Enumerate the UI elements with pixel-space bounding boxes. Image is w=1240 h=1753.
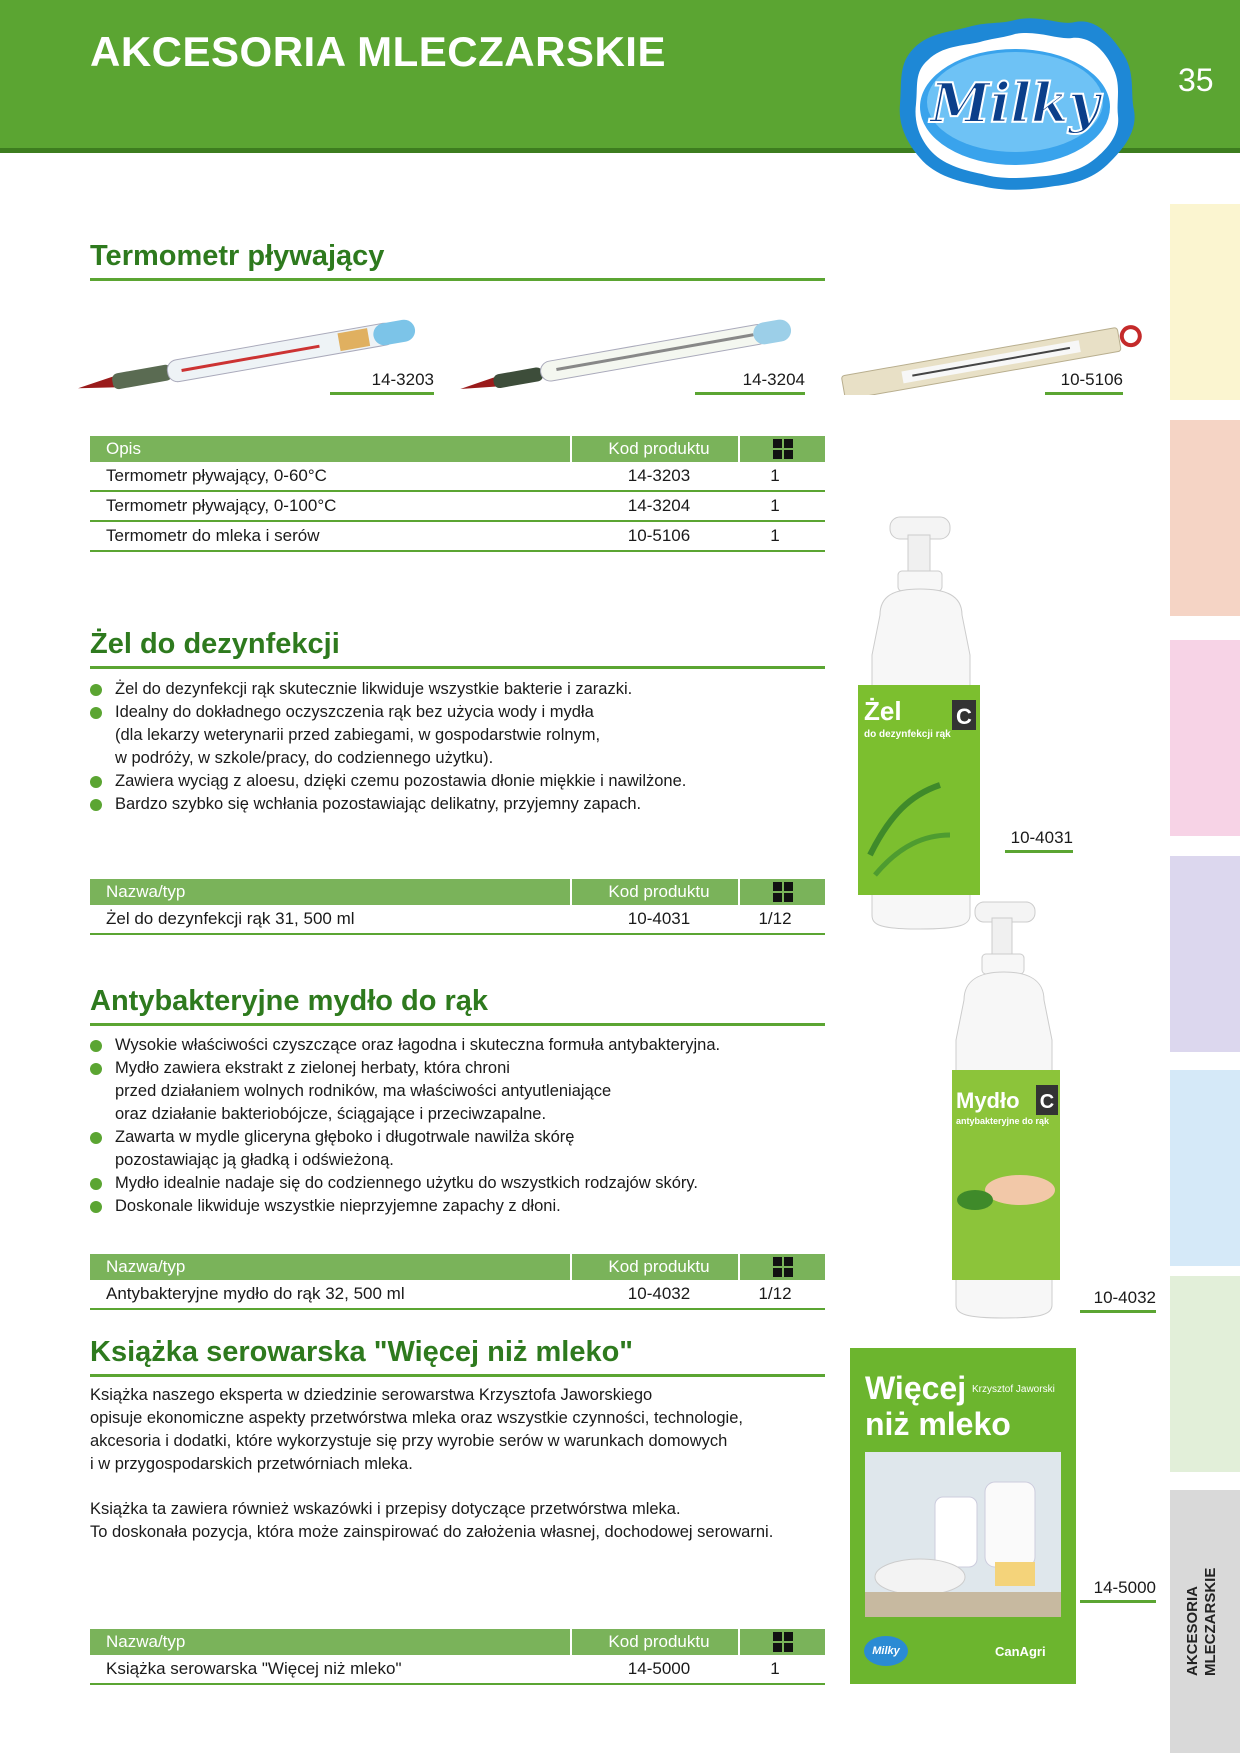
gel-table — [90, 879, 825, 935]
book-description-1: Książka naszego eksperta w dziedzinie serowarstwa Krzysztofa Jaworskiego opisuje ekonomiczne aspekty przetwórstwa mleka oraz wszystkie czynności, technologie, akcesoria i dodatki, które wykorzystuje się przy wyrobie serów w warunkach domowych i w przygospodarskich przetwórniach mleka. — [90, 1386, 743, 1473]
side-tab-yellow — [1170, 204, 1240, 400]
package-quantity-icon — [773, 1257, 793, 1277]
soap-bottle-image — [940, 900, 1075, 1320]
list-item: Idealny do dokładnego oczyszczenia rąk bez użycia wody i mydła (dla lekarzy weterynarii przed zabiegami, w gospodarstwie rolnym, w podróży, w szkole/pracy, do codziennego użytku). — [90, 701, 730, 770]
side-tab-pink — [1170, 640, 1240, 836]
book-table — [90, 1629, 825, 1685]
table-row: Antybakteryjne mydło do rąk 32, 500 ml 10-4032 1/12 — [90, 1280, 825, 1310]
list-item: Zawarta w mydle gliceryna głęboko i długotrwale nawilża skórę pozostawiając ją gładką i odświeżoną. — [90, 1126, 750, 1172]
gel-features-list — [90, 678, 730, 816]
package-quantity-icon — [773, 882, 793, 902]
list-item: Wysokie właściwości czyszczące oraz łagodna i skuteczna formuła antybakteryjna. — [90, 1034, 750, 1057]
svg-text:C: C — [956, 704, 972, 729]
svg-text:antybakteryjne do rąk: antybakteryjne do rąk — [956, 1116, 1050, 1126]
table-row: Żel do dezynfekcji rąk 31, 500 ml 10-4031 1/12 — [90, 905, 825, 935]
section-title-book: Książka serowarska "Więcej niż mleko" — [90, 1336, 634, 1368]
table-row: Książka serowarska "Więcej niż mleko" 14-5000 1 — [90, 1655, 825, 1685]
table-header: Nazwa/typ Kod produktu — [90, 1254, 825, 1280]
section-title-gel: Żel do dezynfekcji — [90, 628, 340, 660]
table-row: Termometr do mleka i serów 10-5106 1 — [90, 522, 825, 552]
svg-text:do dezynfekcji rąk: do dezynfekcji rąk — [864, 729, 951, 740]
table-row: Termometr pływający, 0-60°C 14-3203 1 — [90, 462, 825, 492]
package-quantity-icon — [773, 439, 793, 459]
list-item: Żel do dezynfekcji rąk skutecznie likwiduje wszystkie bakterie i zarazki. — [90, 678, 730, 701]
table-header: Nazwa/typ Kod produktu — [90, 879, 825, 905]
table-header: Nazwa/typ Kod produktu — [90, 1629, 825, 1655]
list-item: Zawiera wyciąg z aloesu, dzięki czemu pozostawia dłonie miękkie i nawilżone. — [90, 770, 730, 793]
code-tag-14-3203: 14-3203 — [330, 370, 434, 390]
section-underline — [90, 1374, 825, 1377]
gel-bottle-image — [850, 515, 995, 930]
book-cover-photo — [865, 1452, 1061, 1617]
thermometer-table — [90, 436, 825, 552]
list-item: Bardzo szybko się wchłania pozostawiając delikatny, przyjemny zapach. — [90, 793, 730, 816]
svg-text:Żel: Żel — [864, 696, 902, 726]
package-quantity-icon — [773, 1632, 793, 1652]
page-number: 35 — [1178, 62, 1214, 98]
soap-table — [90, 1254, 825, 1310]
list-item: Mydło zawiera ekstrakt z zielonej herbaty, która chroni przed działaniem wolnych rodników, ma właściwości antyutleniające oraz działanie bakteriobójcze, ściągające i przeciwzapalne. — [90, 1057, 750, 1126]
side-tab-blue — [1170, 1070, 1240, 1266]
side-tab-green — [1170, 1276, 1240, 1472]
section-underline — [90, 1023, 825, 1026]
book-cover-image: Więcej niż mleko Krzysztof Jaworski Milky CanAgri — [850, 1348, 1076, 1684]
code-tag-14-5000: 14-5000 — [1080, 1578, 1156, 1598]
section-title-thermometers: Termometr pływający — [90, 240, 385, 272]
page-title: AKCESORIA MLECZARSKIE — [90, 28, 666, 75]
section-underline — [90, 666, 825, 669]
svg-text:Mydło: Mydło — [956, 1088, 1020, 1113]
list-item: Doskonale likwiduje wszystkie nieprzyjemne zapachy z dłoni. — [90, 1195, 750, 1218]
book-logo-canagri: CanAgri — [995, 1644, 1046, 1659]
side-tab-peach — [1170, 420, 1240, 616]
section-title-soap: Antybakteryjne mydło do rąk — [90, 985, 489, 1017]
side-tab-lavender — [1170, 856, 1240, 1052]
code-tag-14-3204: 14-3204 — [695, 370, 805, 390]
milky-logo — [890, 12, 1140, 197]
code-tag-10-4032: 10-4032 — [1080, 1288, 1156, 1308]
list-item: Mydło idealnie nadaje się do codziennego użytku do wszystkich rodzajów skóry. — [90, 1172, 750, 1195]
code-tag-10-4031: 10-4031 — [1005, 828, 1073, 848]
soap-features-list — [90, 1034, 750, 1218]
table-row: Termometr pływający, 0-100°C 14-3204 1 — [90, 492, 825, 522]
code-tag-10-5106: 10-5106 — [1045, 370, 1123, 390]
section-underline — [90, 278, 825, 281]
svg-text:C: C — [1039, 1091, 1055, 1113]
logo-text: Milky — [930, 71, 1100, 135]
book-logo-milky: Milky — [864, 1636, 908, 1666]
side-tab-label: AKCESORIA MLECZARSKIE — [1184, 1567, 1219, 1676]
book-description-2: Książka ta zawiera również wskazówki i przepisy dotyczące przetwórstwa mleka. To doskonała pozycja, która może zainspirować do założenia własnej, dochodowej serowarni. — [90, 1500, 774, 1541]
table-header: Opis Kod produktu — [90, 436, 825, 462]
